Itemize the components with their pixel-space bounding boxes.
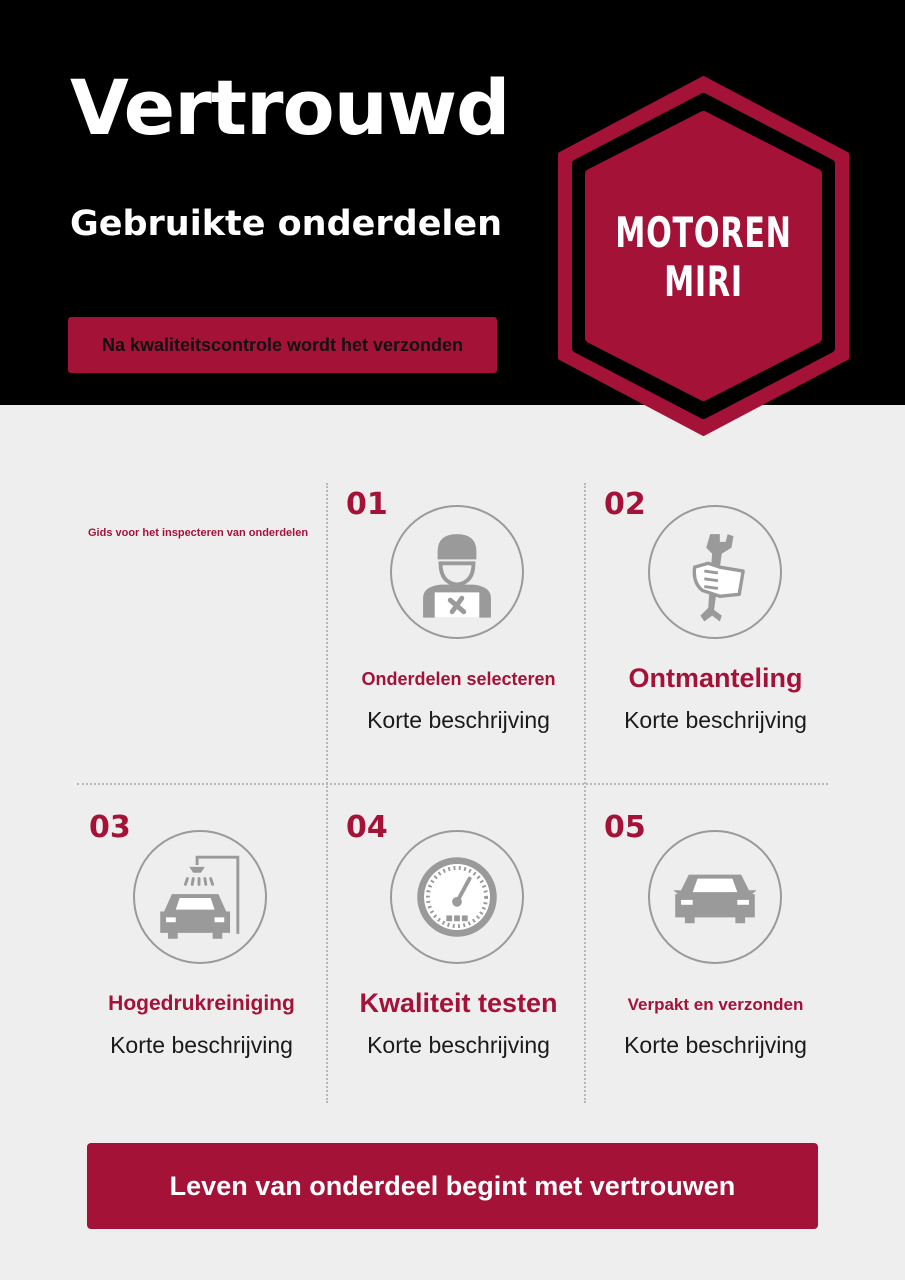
page-subtitle: Gebruikte onderdelen xyxy=(70,204,503,244)
info-banner: Na kwaliteitscontrole wordt het verzonden xyxy=(68,317,497,373)
step-description: Korte beschrijving xyxy=(624,1032,807,1058)
speedometer-icon xyxy=(390,830,524,964)
wrench-hand-icon xyxy=(648,505,782,639)
guide-label: Gids voor het inspecteren van onderdelen xyxy=(88,527,309,539)
step-description: Korte beschrijving xyxy=(367,1032,550,1058)
step-title: Kwaliteit testen xyxy=(359,988,558,1018)
page-title: Vertrouwd xyxy=(70,63,510,152)
step-description: Korte beschrijving xyxy=(367,707,550,733)
step-number: 03 xyxy=(89,810,131,845)
step-number: 01 xyxy=(346,487,388,522)
car-wash-icon xyxy=(133,830,267,964)
brand-logo-text: MOTOREN MIRI xyxy=(615,208,792,306)
step-number: 05 xyxy=(604,810,646,845)
car-icon xyxy=(648,830,782,964)
step-description: Korte beschrijving xyxy=(110,1032,293,1058)
mechanic-icon xyxy=(390,505,524,639)
footer-cta-banner: Leven van onderdeel begint met vertrouwen xyxy=(87,1143,818,1229)
step-title: Onderdelen selecteren xyxy=(361,669,556,689)
step-title: Hogedrukreiniging xyxy=(108,992,295,1015)
step-title: Ontmanteling xyxy=(628,663,803,693)
grid-divider-horizontal xyxy=(77,783,828,785)
step-description: Korte beschrijving xyxy=(624,707,807,733)
step-number: 04 xyxy=(346,810,388,845)
step-number: 02 xyxy=(604,487,646,522)
step-title: Verpakt en verzonden xyxy=(627,995,804,1014)
